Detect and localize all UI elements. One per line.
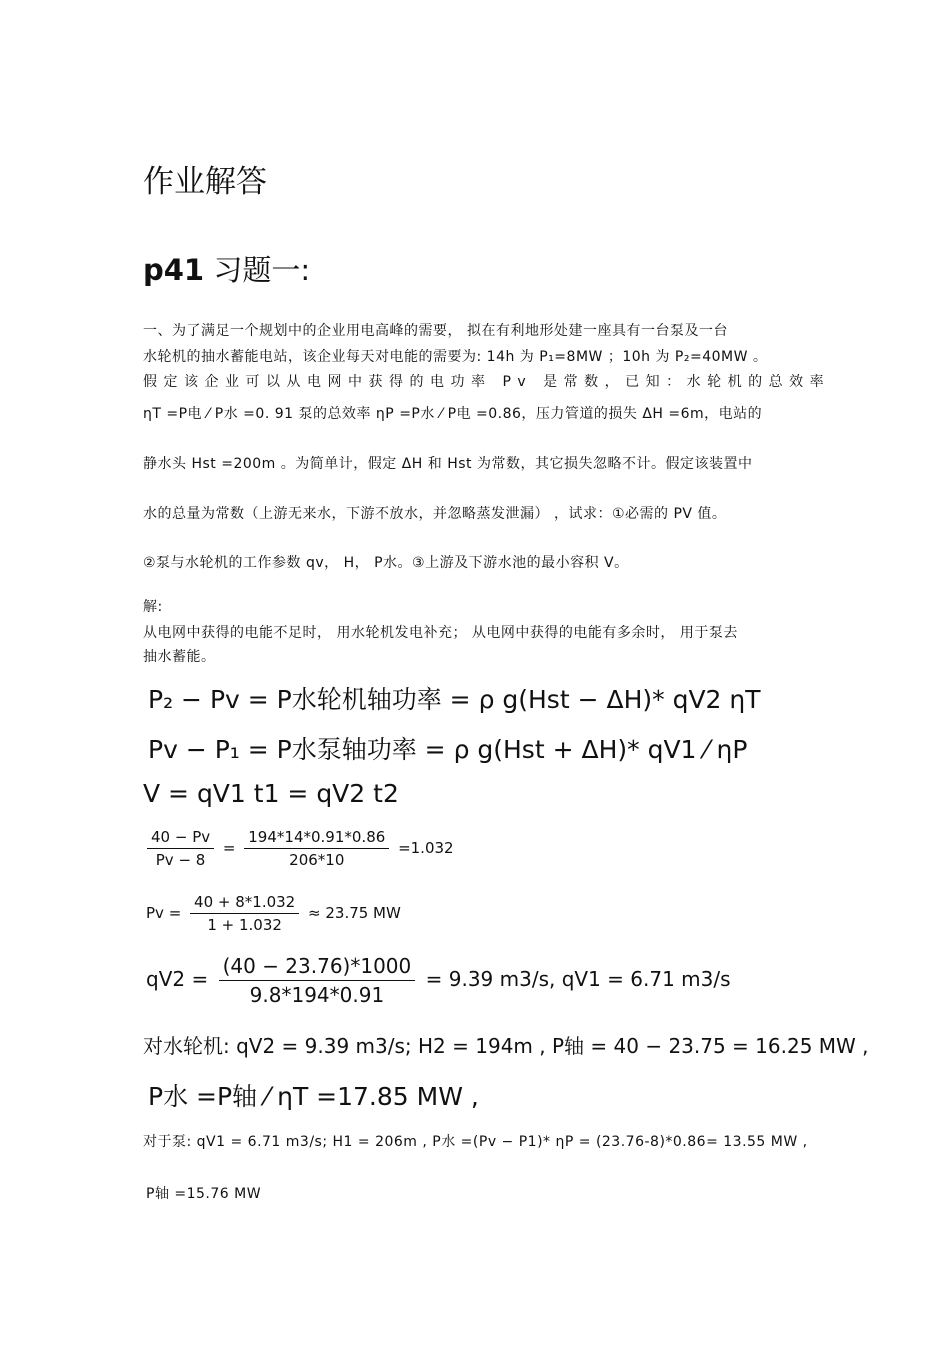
problem-line-2: 水轮机的抽水蓄能电站，该企业每天对电能的需要为: 14h 为 P₁=8MW ；10h 为 P₂=40MW 。 [143, 349, 768, 365]
flow-lhs: qV2 = [146, 967, 209, 991]
ratio-left-numerator: 40 − Pv [147, 828, 214, 849]
ratio-right-fraction [244, 828, 389, 869]
equation-ratio [143, 828, 454, 869]
problem-line-7: ②泵与水轮机的工作参数 qv， H， P水。③上游及下游水池的最小容积 V。 [143, 555, 629, 571]
pump-line-1: 对于泵: qV1 = 6.71 m3/s; H1 = 206m , P水 =(Pv − P1)* ηP = (23.76-8)*0.86= 13.55 MW , [143, 1134, 808, 1150]
equation-turbine-power: P₂ − Pv = P水轮机轴功率 = ρ g(Hst − ΔH)* qV2 ηT [148, 685, 761, 714]
section-heading [143, 248, 310, 289]
pv-fraction [190, 893, 299, 934]
problem-line-3: 假定该企业可以从电网中获得的电功率 Pv 是常数，已知：水轮机的总效率 [143, 374, 831, 390]
flow-result: = 9.39 m3/s, qV1 = 6.71 m3/s [425, 967, 731, 991]
section-number: p41 [143, 253, 205, 287]
problem-line-5: 静水头 Hst =200m 。为简单计，假定 ΔH 和 Hst 为常数，其它损失忽略不计。假定该装置中 [143, 456, 753, 472]
solution-line-1: 从电网中获得的电能不足时， 用水轮机发电补充； 从电网中获得的电能有多余时， 用于泵去 [143, 625, 738, 641]
ratio-result: =1.032 [398, 839, 454, 857]
flow-fraction [219, 954, 416, 1007]
problem-line-6: 水的总量为常数（上游无来水，下游不放水，并忽略蒸发泄漏） ，试求：①必需的 PV 值。 [143, 506, 727, 522]
problem-line-1: 一、为了满足一个规划中的企业用电高峰的需要， 拟在有利地形处建一座具有一台泵及一台 [143, 323, 728, 339]
equation-pump-power: Pv − P₁ = P水泵轴功率 = ρ g(Hst + ΔH)* qV1 ⁄ ηP [148, 735, 748, 764]
ratio-left-fraction [147, 828, 214, 869]
pv-result: ≈ 23.75 MW [308, 904, 401, 922]
solution-label: 解: [143, 599, 163, 615]
turbine-line-2: P水 =P轴 ⁄ ηT =17.85 MW , [148, 1082, 479, 1111]
page-title: 作业解答 [143, 164, 267, 200]
problem-line-4: ηT =P电 ⁄ P水 =0. 91 泵的总效率 ηP =P水 ⁄ P电 =0.86，压力管道的损失 ΔH =6m，电站的 [143, 406, 763, 422]
pump-line-2: P轴 =15.76 MW [146, 1186, 262, 1202]
flow-numerator: (40 − 23.76)*1000 [219, 954, 416, 981]
ratio-left-denominator: Pv − 8 [155, 851, 206, 869]
pv-numerator: 40 + 8*1.032 [190, 893, 299, 914]
equals-sign: = [222, 839, 236, 857]
turbine-line-1: 对水轮机: qV2 = 9.39 m3/s; H2 = 194m , P轴 = 40 − 23.75 = 16.25 MW , [143, 1034, 869, 1058]
ratio-right-denominator: 206*10 [289, 851, 345, 869]
pv-denominator: 1 + 1.032 [207, 916, 282, 934]
pv-lhs: Pv = [146, 904, 182, 922]
section-label: 习题一: [204, 253, 311, 287]
solution-line-2: 抽水蓄能。 [143, 649, 216, 665]
equation-pv [146, 893, 401, 934]
flow-denominator: 9.8*194*0.91 [249, 983, 385, 1007]
equation-flow [146, 954, 731, 1007]
equation-volume: V = qV1 t1 = qV2 t2 [143, 779, 399, 808]
ratio-right-numerator: 194*14*0.91*0.86 [244, 828, 389, 849]
